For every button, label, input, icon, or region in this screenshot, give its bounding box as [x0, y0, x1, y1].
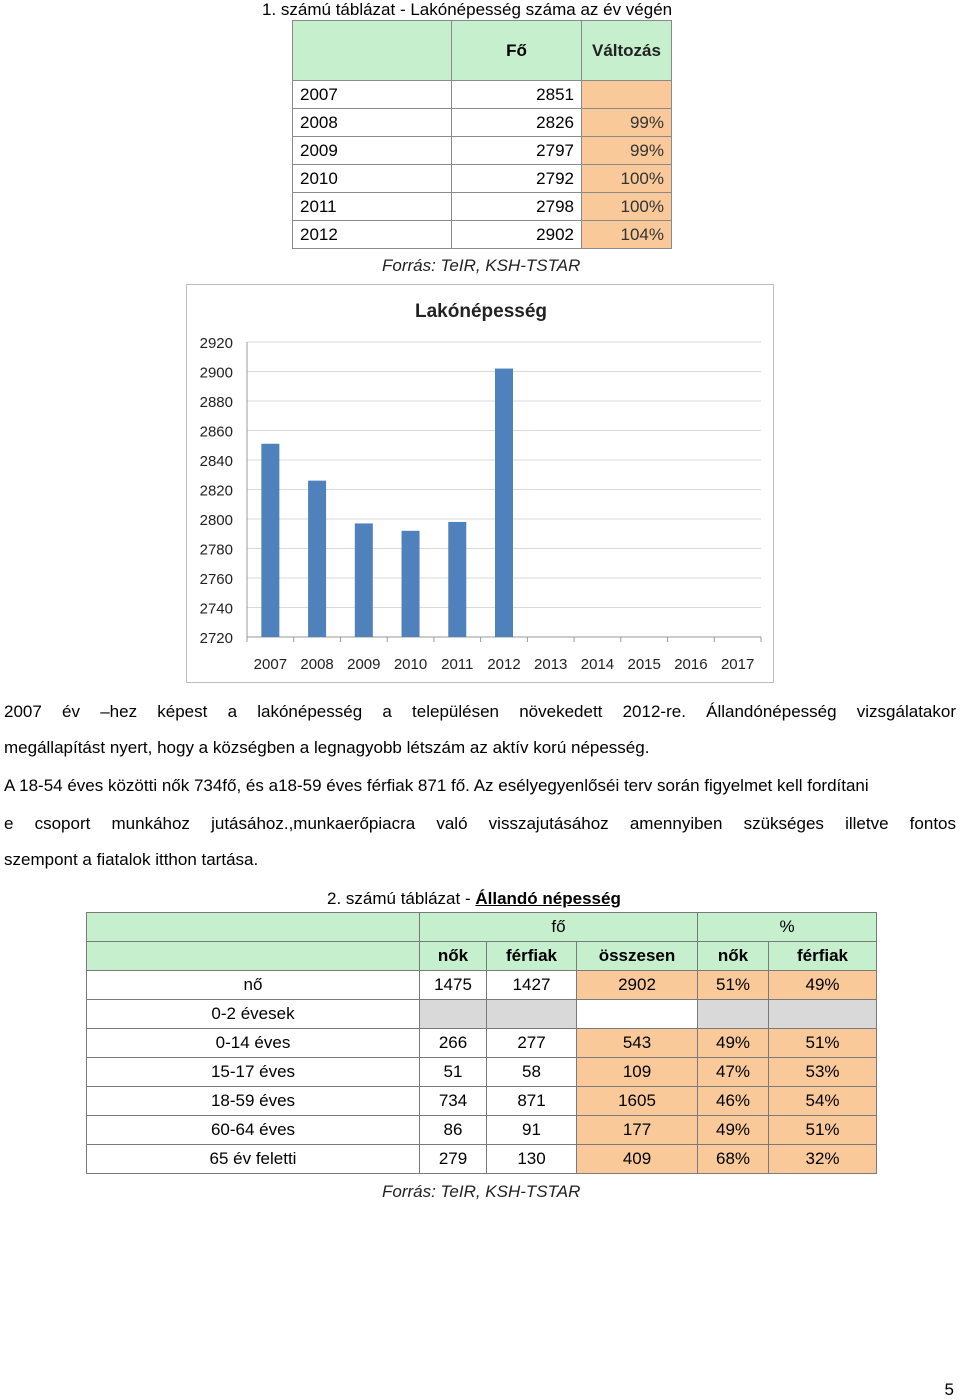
table-row — [293, 221, 672, 249]
table1-cell-year: 2007 — [293, 81, 452, 109]
table2-cell: 49% — [769, 971, 877, 1000]
table2-row-label: 0-14 éves — [87, 1029, 420, 1058]
table2-cell: 47% — [698, 1058, 769, 1087]
table2-title-prefix: 2. számú táblázat - — [327, 889, 476, 908]
table2-title-bold: Állandó népesség — [475, 889, 621, 908]
table2-cell: 177 — [577, 1116, 698, 1145]
table2-subhdr-nok-pct: nők — [698, 942, 769, 971]
x-tick-label: 2017 — [720, 656, 755, 673]
table-row — [87, 1087, 877, 1116]
table-row — [87, 1029, 877, 1058]
table2-subhdr-nok: nők — [420, 942, 487, 971]
bar — [402, 531, 420, 637]
table2-group-fo: fő — [420, 913, 698, 942]
table-row — [87, 1116, 877, 1145]
paragraph-line-3: A 18-54 éves közötti nők 734fő, és a18-59 éves férfiak 871 fő. Az esélyegyenlőséi terv során figyelmet kell fordítani — [4, 776, 869, 795]
table2-cell — [769, 1000, 877, 1029]
table2-cell: 53% — [769, 1058, 877, 1087]
table2-cell: 266 — [420, 1029, 487, 1058]
chart-svg — [187, 285, 775, 684]
table2-cell: 91 — [487, 1116, 577, 1145]
table2-cell: 32% — [769, 1145, 877, 1174]
y-tick-label: 2720 — [199, 630, 233, 647]
table2-cell: 409 — [577, 1145, 698, 1174]
table1-cell-change: 99% — [582, 137, 672, 165]
table2-cell: 1475 — [420, 971, 487, 1000]
table2-subhdr-osszesen: összesen — [577, 942, 698, 971]
table2-cell: 543 — [577, 1029, 698, 1058]
table2-cell: 109 — [577, 1058, 698, 1087]
table2-cell: 130 — [487, 1145, 577, 1174]
table2-cell — [698, 1000, 769, 1029]
table1-cell-value: 2826 — [452, 109, 582, 137]
y-tick-label: 2820 — [199, 482, 233, 500]
table1-cell-change: 100% — [582, 193, 672, 221]
paragraph-line-2: megállapítást nyert, hogy a községben a legnagyobb létszám az aktív korú népesség. — [4, 738, 650, 757]
y-tick-label: 2740 — [199, 600, 233, 618]
x-tick-label: 2009 — [347, 656, 381, 673]
y-tick-label: 2860 — [199, 423, 233, 441]
table2-row-label: 15-17 éves — [87, 1058, 420, 1087]
table-row — [87, 1058, 877, 1087]
table1-cell-value: 2902 — [452, 221, 582, 249]
table2-cell: 734 — [420, 1087, 487, 1116]
y-tick-label: 2840 — [199, 453, 233, 470]
table2-cell — [420, 1000, 487, 1029]
table2-cell: 279 — [420, 1145, 487, 1174]
bar — [495, 369, 513, 637]
x-tick-label: 2013 — [534, 656, 568, 673]
table1-header-fo: Fő — [452, 21, 582, 81]
table-row — [293, 193, 672, 221]
table2-subhdr-ferfiak: férfiak — [487, 942, 577, 971]
bar — [355, 523, 373, 637]
table-row — [293, 137, 672, 165]
x-tick-label: 2010 — [393, 656, 428, 673]
table-row — [87, 971, 877, 1000]
table2-source: Forrás: TeIR, KSH-TSTAR — [382, 1182, 581, 1201]
permanent-population-table — [86, 912, 877, 1174]
x-tick-label: 2012 — [487, 656, 521, 673]
table2-cell: 49% — [698, 1029, 769, 1058]
x-tick-label: 2014 — [580, 656, 615, 673]
table1-header-valtozas: Változás — [582, 21, 672, 81]
table1-cell-change — [582, 81, 672, 109]
table2-cell — [487, 1000, 577, 1029]
table1-cell-year: 2010 — [293, 165, 452, 193]
x-tick-label: 2011 — [441, 656, 474, 673]
table1-cell-year: 2012 — [293, 221, 452, 249]
table2-cell: 51% — [698, 971, 769, 1000]
table2-cell: 51 — [420, 1058, 487, 1087]
table2-group-pct: % — [698, 913, 877, 942]
x-tick-label: 2015 — [627, 656, 661, 673]
y-tick-label: 2900 — [199, 364, 233, 382]
table2-cell: 46% — [698, 1087, 769, 1116]
table2-row-label: 0-2 évesek — [87, 1000, 420, 1029]
x-tick-label: 2016 — [674, 656, 708, 673]
bar — [308, 481, 326, 637]
table1-cell-year: 2011 — [293, 193, 452, 221]
table-row — [293, 165, 672, 193]
bar — [448, 522, 466, 637]
table-row — [87, 1145, 877, 1174]
table2-cell: 51% — [769, 1029, 877, 1058]
table1-cell-value: 2851 — [452, 81, 582, 109]
table2-cell: 871 — [487, 1087, 577, 1116]
paragraph-line-1: 2007 év –hez képest a lakónépesség a településen növekedett 2012-re. Állandónépesség vizsgálatakor — [4, 702, 956, 721]
paragraph-line-5: szempont a fiatalok itthon tartása. — [4, 850, 259, 869]
population-chart — [186, 284, 774, 683]
y-tick-label: 2800 — [199, 512, 233, 529]
table2-subhdr-blank — [87, 942, 420, 971]
y-tick-label: 2760 — [199, 571, 233, 588]
table2-cell: 54% — [769, 1087, 877, 1116]
table1-source: Forrás: TeIR, KSH-TSTAR — [382, 256, 581, 275]
table1-cell-year: 2009 — [293, 137, 452, 165]
y-tick-label: 2880 — [199, 394, 233, 411]
table2-cell: 86 — [420, 1116, 487, 1145]
table2-cell: 2902 — [577, 971, 698, 1000]
table2-row-label: 18-59 éves — [87, 1087, 420, 1116]
page-number: 5 — [944, 1380, 954, 1399]
table-row — [293, 109, 672, 137]
table1-cell-change: 100% — [582, 165, 672, 193]
table1-cell-value: 2797 — [452, 137, 582, 165]
table2-corner — [87, 913, 420, 942]
table2-subhdr-ferfiak-pct: férfiak — [769, 942, 877, 971]
table2-cell: 51% — [769, 1116, 877, 1145]
table2-title — [327, 889, 621, 909]
table1-corner — [293, 21, 452, 81]
x-tick-label: 2008 — [300, 656, 334, 673]
table2-row-label: 60-64 éves — [87, 1116, 420, 1145]
table2-cell: 58 — [487, 1058, 577, 1087]
table1-title: 1. számú táblázat - Lakónépesség száma az év végén — [262, 0, 673, 19]
population-table — [292, 20, 672, 249]
paragraph-line-4: e csoport munkához jutásához.,munkaerőpiacra való visszajutásához amennyiben szükséges illetve fontos — [4, 814, 956, 833]
bar — [261, 444, 279, 637]
table1-cell-year: 2008 — [293, 109, 452, 137]
table2-cell — [577, 1000, 698, 1029]
table1-cell-change: 99% — [582, 109, 672, 137]
table-row — [87, 1000, 877, 1029]
table1-cell-value: 2792 — [452, 165, 582, 193]
table2-cell: 49% — [698, 1116, 769, 1145]
table2-cell: 1427 — [487, 971, 577, 1000]
y-tick-label: 2920 — [199, 335, 233, 352]
y-tick-label: 2780 — [199, 541, 233, 559]
x-tick-label: 2007 — [253, 656, 288, 673]
table2-row-label: 65 év feletti — [87, 1145, 420, 1174]
table2-row-label: nő — [87, 971, 420, 1000]
table1-cell-change: 104% — [582, 221, 672, 249]
table2-cell: 68% — [698, 1145, 769, 1174]
chart-title: Lakónépesség — [415, 301, 547, 322]
table-row — [293, 81, 672, 109]
table2-cell: 1605 — [577, 1087, 698, 1116]
table1-cell-value: 2798 — [452, 193, 582, 221]
table2-cell: 277 — [487, 1029, 577, 1058]
